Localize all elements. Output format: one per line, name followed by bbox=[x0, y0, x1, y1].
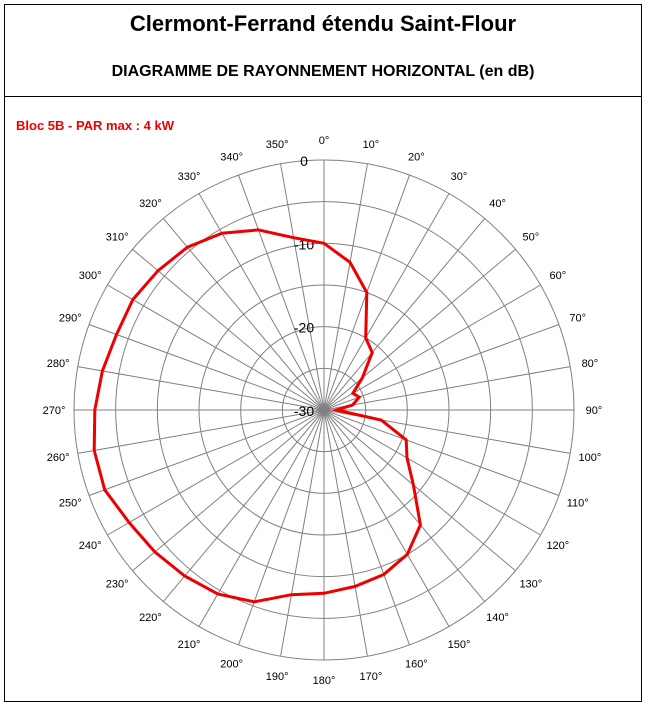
angle-tick-label: 300° bbox=[78, 270, 102, 282]
angle-tick-label: 0° bbox=[318, 135, 330, 147]
angle-tick-label: 20° bbox=[408, 151, 425, 164]
angle-tick-label: 110° bbox=[566, 497, 589, 510]
angle-tick-label: 60° bbox=[549, 270, 567, 282]
angle-tick-label: 330° bbox=[177, 171, 201, 184]
angle-tick-label: 40° bbox=[489, 198, 506, 211]
angle-tick-label: 270° bbox=[42, 405, 66, 417]
angle-tick-label: 320° bbox=[139, 198, 162, 211]
angle-tick-label: 230° bbox=[105, 578, 129, 591]
angle-tick-label: 210° bbox=[177, 638, 201, 651]
angle-tick-label: 240° bbox=[78, 540, 102, 552]
angle-tick-label: 130° bbox=[519, 578, 543, 591]
angle-tick-label: 100° bbox=[578, 451, 602, 464]
angle-tick-label: 10° bbox=[362, 139, 380, 152]
angle-tick-label: 290° bbox=[58, 312, 82, 325]
angle-tick-label: 280° bbox=[46, 358, 70, 371]
pattern-line bbox=[94, 230, 420, 602]
angle-tick-label: 180° bbox=[312, 675, 336, 687]
chart-subtitle: DIAGRAMME DE RAYONNEMENT HORIZONTAL (en dB) bbox=[111, 63, 535, 80]
angle-tick-label: 30° bbox=[450, 171, 468, 184]
angle-tick-label: 190° bbox=[265, 670, 289, 683]
chart-title: Clermont-Ferrand étendu Saint-Flour bbox=[129, 11, 517, 36]
bloc-annotation: Bloc 5B - PAR max : 4 kW bbox=[16, 118, 174, 133]
angle-tick-label: 50° bbox=[522, 231, 540, 244]
pattern-series bbox=[94, 230, 420, 602]
radial-tick-label: -20 bbox=[293, 319, 315, 336]
polar-grid bbox=[74, 160, 574, 660]
angle-tick-label: 250° bbox=[58, 497, 82, 510]
angle-tick-label: 170° bbox=[359, 670, 383, 683]
angle-tick-label: 260° bbox=[46, 451, 70, 464]
angle-tick-label: 120° bbox=[546, 540, 570, 552]
angle-tick-label: 80° bbox=[581, 358, 599, 371]
angle-tick-label: 220° bbox=[139, 611, 162, 624]
angle-tick-label: 200° bbox=[220, 658, 244, 671]
radial-tick-label: 0 bbox=[300, 153, 308, 169]
radial-tick-label: -30 bbox=[293, 403, 315, 419]
radial-tick-label: -10 bbox=[293, 236, 315, 253]
angle-tick-label: 310° bbox=[105, 231, 129, 244]
angle-tick-label: 350° bbox=[265, 139, 289, 152]
angle-tick-label: 70° bbox=[569, 312, 587, 325]
angle-tick-label: 90° bbox=[585, 405, 603, 417]
angle-tick-label: 140° bbox=[486, 611, 509, 624]
angle-tick-label: 150° bbox=[447, 638, 471, 651]
angle-tick-label: 340° bbox=[220, 151, 244, 164]
angle-tick-label: 160° bbox=[404, 658, 428, 671]
